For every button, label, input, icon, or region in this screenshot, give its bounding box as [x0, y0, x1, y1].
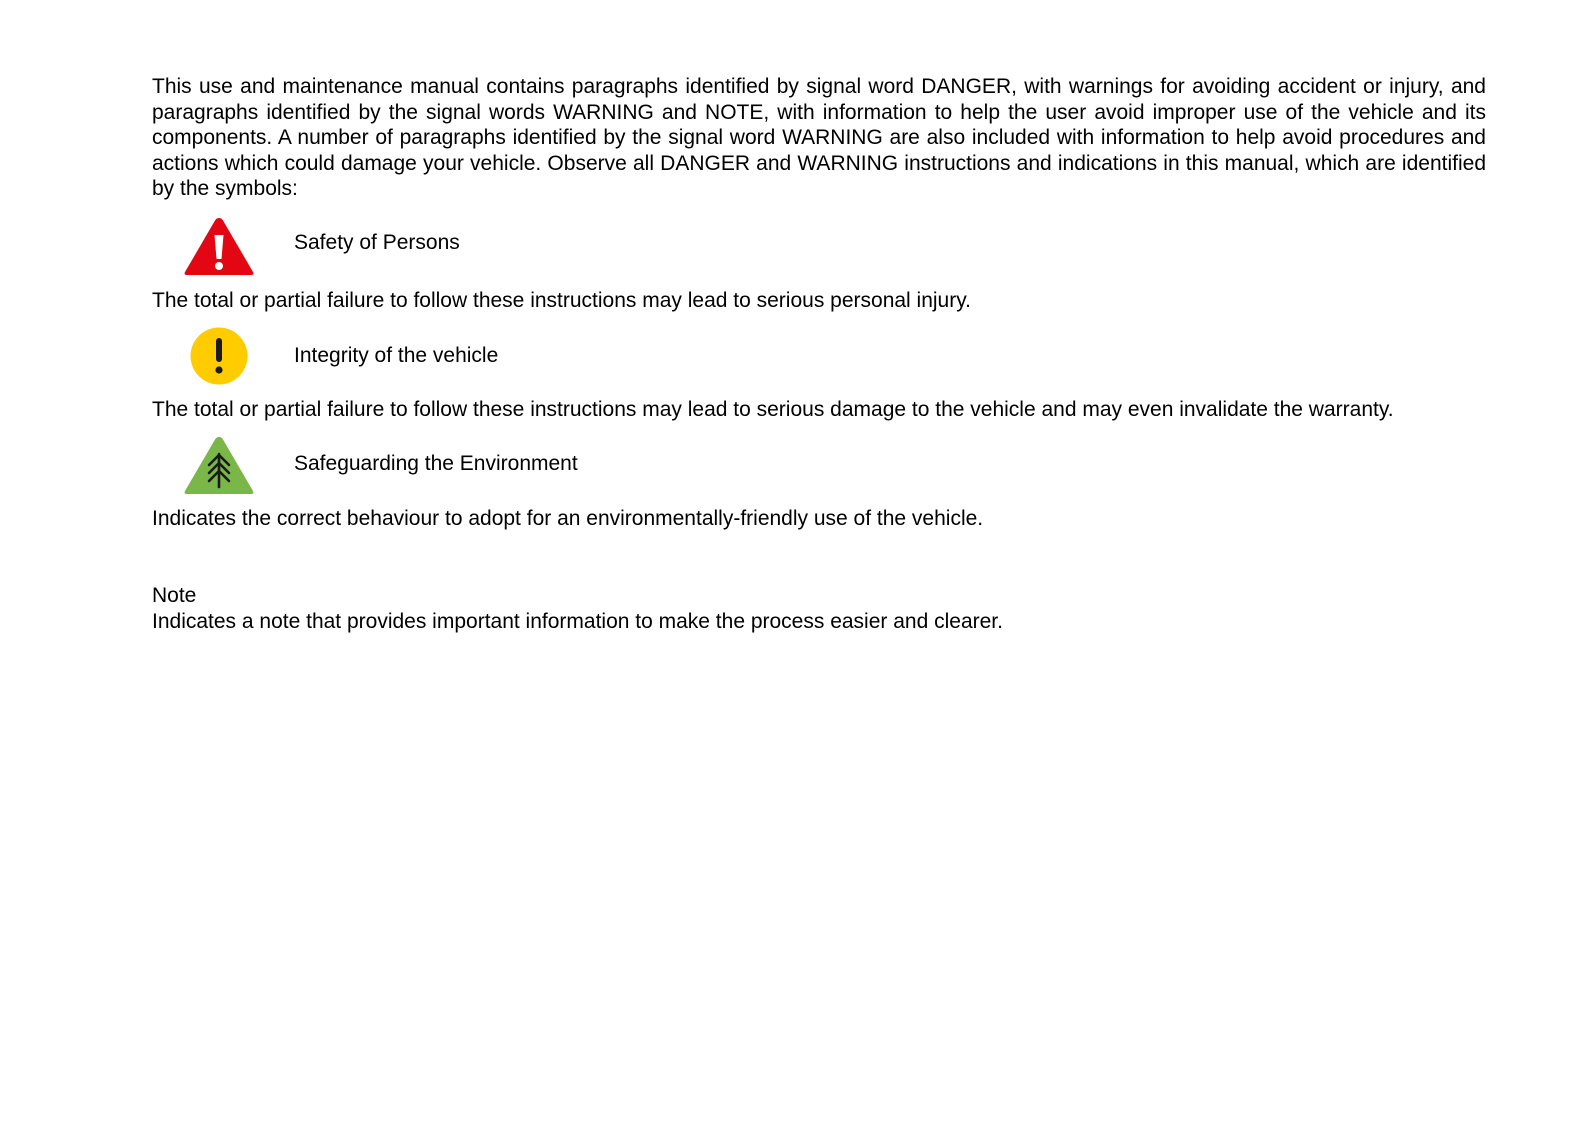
note-title: Note: [152, 584, 197, 607]
symbol-label: Safeguarding the Environment: [294, 452, 578, 475]
warning-circle-icon: [183, 325, 255, 387]
symbol-description: Indicates the correct behaviour to adopt for an environmentally-friendly use of the vehicle.: [152, 507, 984, 530]
symbol-row-safeguarding-environment: [0, 435, 900, 497]
symbol-description: The total or partial failure to follow these instructions may lead to serious personal injury.: [152, 289, 972, 312]
symbol-description: The total or partial failure to follow these instructions may lead to serious damage to the vehicle and may even invalidate the warranty.: [152, 398, 1394, 421]
intro-paragraph: This use and maintenance manual contains paragraphs identified by signal word DANGER, with warnings for avoiding accident or injury, and paragraphs identified by the signal words WARNING and NOTE, with information to help the user avoid improper use of the vehicle and its components. A number of paragraphs identified by the signal word WARNING are also included with information to help avoid procedures and actions which could damage your vehicle. Observe all DANGER and WARNING instructions and indications in this manual, which are identified by the symbols:: [152, 75, 1486, 201]
symbol-label: Integrity of the vehicle: [294, 344, 499, 367]
environment-tree-icon: [183, 435, 255, 497]
symbol-row-safety-of-persons: [0, 215, 900, 277]
note-text: Indicates a note that provides important information to make the process easier and clearer.: [152, 610, 1003, 633]
symbol-row-integrity-of-vehicle: [0, 325, 900, 387]
danger-triangle-icon: [183, 215, 255, 277]
symbol-label: Safety of Persons: [294, 231, 460, 254]
